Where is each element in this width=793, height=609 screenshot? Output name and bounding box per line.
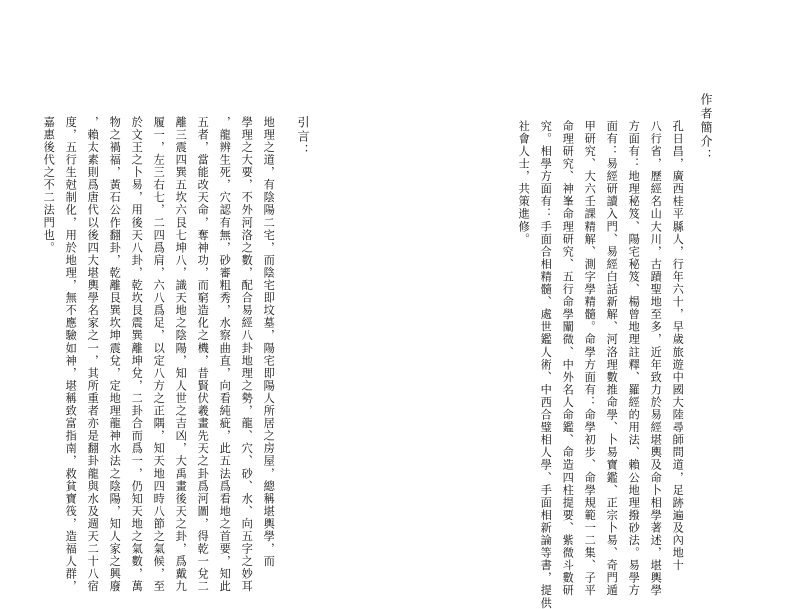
foreword-column-9: ，賴太素則爲唐代以後四大堪輿學名家之一，其所重者亦是翻卦龍與水及週天二十八宿 — [86, 116, 100, 593]
foreword-column-2: 學理之大要，不外河洛之數，配合易經八卦地理之勢，龍、穴、砂、水、向五字之妙耳 — [240, 116, 254, 593]
author-intro-column-5: 甲研究、大六壬課精解、測字學精髓。命學方面有：命學初步、命學規範一二集、子平 — [583, 120, 597, 597]
foreword-column-4: 五者，當能改天命，奪神功，而窮造化之機，昔賢伏羲畫先天之卦爲河圖，得乾一兌二 — [196, 116, 210, 593]
foreword-column-7: 於文王之卜易，用後天八卦，乾坎艮震巽離坤兌，二卦合而爲一，仍知天地之氣數，萬 — [130, 116, 144, 593]
foreword-column-3: ，龍辨生死，穴認有無，砂審粗秀，水察曲直，向看純疵，此五法爲看地之首要，知此 — [218, 116, 232, 593]
foreword-column-1: 地理之道，有陰陽二宅，而陰宅即坟墓，陽宅即陽人所居之房屋，總稱堪輿學，而 — [262, 116, 276, 568]
author-intro-column-1: 孔日昌，廣西桂平縣人，行年六十，早歲旅遊中國大陸尋師問道，足跡遍及內地十 — [671, 120, 685, 572]
foreword-column-10: 度，五行生尅制化，用於地理，無不應驗如神，堪稱致富指南，救貧寶筏，造福人群， — [64, 116, 78, 593]
author-intro-column-7: 究。相學方面有：手面合相精髓、處世鑑人術、中西合璧相人學、手面相新論等書，提供 — [539, 120, 553, 609]
author-intro-column-3: 方面有：地理秘笈、陽宅秘笈、楊曾地理註釋、羅經的用法、賴公地理撥砂法。易學方 — [627, 120, 641, 597]
author-intro-column-4: 面有：易經研讀入門、易經白話新解、河洛理數推命學、卜易寶鑑、正宗卜易、奇門遁 — [605, 120, 619, 597]
author-intro-column-6: 命理研究、神峯命理研究、五行命學闡微、中外名人命鑑、命造四柱提要、紫微斗數研 — [561, 120, 575, 597]
author-intro-column-8: 社會人士，共策進修。 — [517, 120, 531, 246]
foreword-column-5: 離三震四巽五坎六艮七坤八，識天地之陰陽，知人世之吉凶，大禹畫後天之卦，爲戴九 — [174, 116, 188, 593]
foreword-column-11: 嘉惠後代之不二法門也。 — [42, 116, 56, 255]
foreword-column-8: 物之禍福，黃石公作翻卦，乾離艮巽坎坤震兌，定地理龍神水法之陰陽，知人家之興廢 — [108, 116, 122, 593]
author-intro-heading: 作者簡介： — [699, 93, 713, 163]
foreword-heading: 引言： — [296, 116, 310, 158]
foreword-column-6: 履一，左三右七，二四爲肩，六八爲足，以定八方之正隅，知天地四時八節之氣候，至 — [152, 116, 166, 593]
author-intro-column-2: 八行省，歷經名山大川，古蹟聖地至多，近年致力於易經堪輿及命卜相學著述，堪輿學 — [649, 120, 663, 597]
